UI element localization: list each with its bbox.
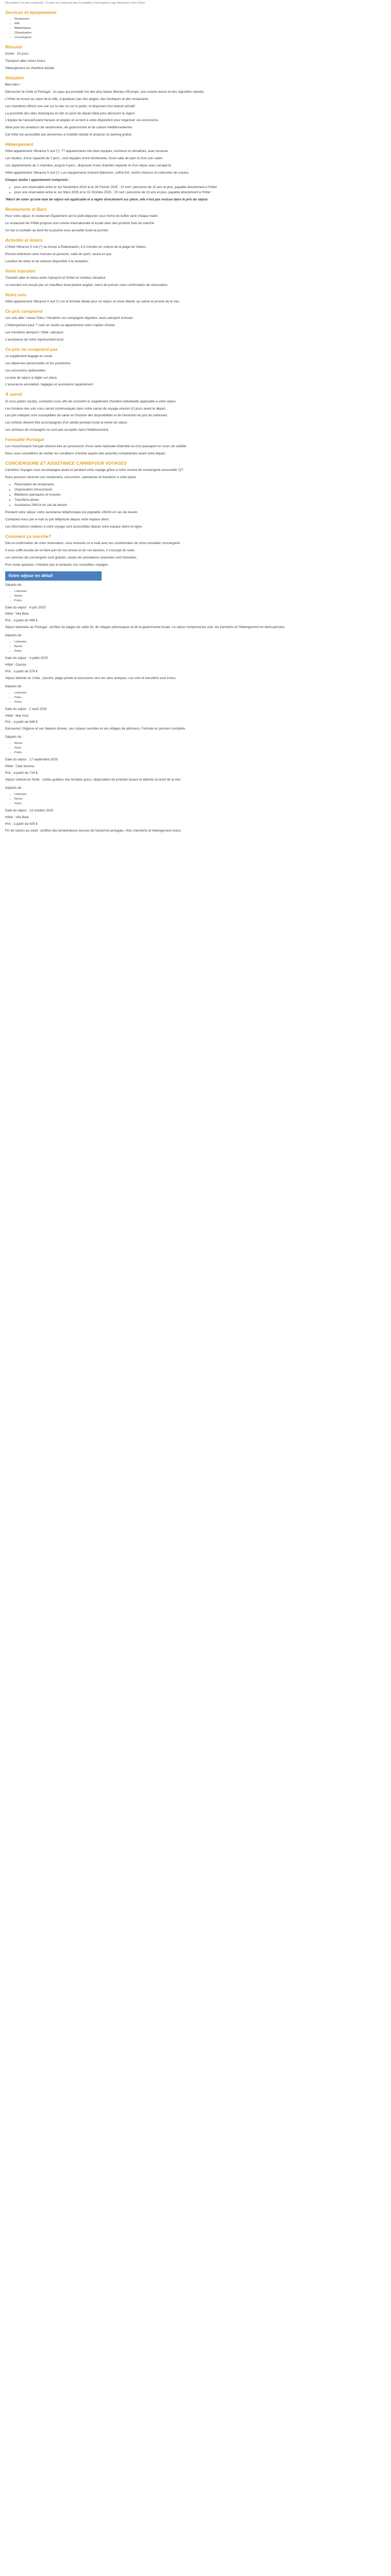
list-item: • Lisbonne [14, 640, 386, 645]
list-item: • Rome [14, 594, 386, 599]
situation-section [5, 75, 386, 138]
situation-kicker: Bien-être ! [5, 82, 21, 87]
services-section [5, 9, 386, 40]
paragraph: Dès la confirmation de votre réservation, vous recevrez un e-mail avec les coordonnées de votre conseiller conciergerie. [5, 541, 181, 545]
list-item: • Porto [14, 700, 386, 705]
trip-price: Prix : à partir de 719 € [5, 771, 38, 775]
list-item: • Bibliothèque [14, 26, 386, 31]
list-item: • Rome [14, 797, 386, 802]
list-item: • Lisbonne [14, 792, 386, 797]
trip-text: Séjour culturel en Sicile : visites guidées des temples grecs, dégustation de produits locaux et détente au bord de la mer. [5, 777, 182, 782]
resume-item: Durée : 15 jours [5, 52, 29, 56]
trip-date: Date du séjour : 17 septembre 2025 [5, 758, 58, 762]
paragraph: Nous vous conseillons de vérifier les conditions d'entrée auprès des autorités compétentes avant votre départ. [5, 452, 166, 456]
trip-departs-label: Départs de : [5, 583, 23, 587]
list-item: • Organisation d'excursions [14, 487, 386, 493]
paragraph: Cet hôtel est accessible aux personnes à mobilité réduite et propose un parking gratuit. [5, 133, 133, 137]
trips-section [5, 583, 386, 834]
paragraph: L'assurance annulation, bagages et assistance rapatriement [5, 383, 93, 387]
conciergerie-section [5, 460, 386, 529]
trip-hotel: Hôtel : Vila Bela [5, 815, 29, 819]
paragraph: Les services de conciergerie sont gratuits, seules les prestations réservées sont facturées. [5, 555, 138, 560]
paragraph: Les studios, d'une capacité de 2 pers., sont équipés d'une kitchenette, d'une salle de bain et d'un coin salon. [5, 157, 164, 161]
trip-card [5, 735, 386, 783]
hebergement-note: *Merci de noter qu'une taxe de séjour est applicable et à régler directement sur place, elle n'est pas incluse dans le prix du séjour. [5, 197, 209, 201]
paragraph: La proximité des sites historiques en fait un point de départ idéal pour découvrir la région. [5, 111, 136, 115]
paragraph: Piscine extérieure avec transats et parasols, salle de sport, sauna et spa. [5, 252, 112, 256]
trip-departs-list [5, 792, 386, 806]
trip-date: Date du séjour : 14 octobre 2025 [5, 808, 54, 812]
paragraph: Hôtel appartement Vibrance 5 nuit (*). Les équipements incluent télévision, coffre-fort, sèche-cheveux et ustensiles de cuisine. [5, 171, 189, 175]
paragraph: Les enfants doivent être accompagnés d'un adulte pendant toute la durée du séjour. [5, 421, 128, 425]
trip-price: Prix : à partir de 649 € [5, 720, 38, 724]
situation-heading: Situation [5, 75, 24, 80]
hebergement-heading: Hébergement [5, 142, 34, 147]
trip-text: Découvrez l'Algarve et ses falaises dorées, ses criques secrètes et ses villages de pêcheurs. Formule en pension complète. [5, 727, 186, 731]
paragraph: Les ressortissants français doivent être en possession d'une carte nationale d'identité ou d'un passeport en cours de validité. [5, 445, 187, 449]
list-item: • Paris [14, 746, 386, 751]
paragraph: Pendant votre séjour, notre assistance téléphonique est joignable 24h/24 en cas de besoin. [5, 510, 138, 514]
list-item: • Assistance 24h/24 en cas de besoin [14, 503, 386, 508]
paragraph: L'équipe de l'accueil parle français et anglais et se tient à votre disposition pour organiser vos excursions. [5, 118, 159, 123]
notre-avis-section [5, 292, 386, 304]
transfert-heading: Votre transfert [5, 268, 36, 274]
paragraph: Les informations relatives à votre voyage sont accessibles depuis votre espace client en ligne. [5, 524, 143, 529]
page-content [0, 0, 391, 841]
paragraph: L'assistance de notre représentant local [5, 337, 63, 342]
paragraph: Les horaires des vols vous seront communiqués dans votre carnet de voyage environ 10 jours avant le départ. [5, 406, 167, 411]
trip-price: Prix : à partir de 579 € [5, 669, 38, 673]
resume-item: Hébergement en chambre double [5, 66, 55, 70]
formalites-section [5, 436, 386, 456]
hebergement-list [5, 185, 386, 195]
trip-hotel: Hôtel : Mar Azul [5, 714, 29, 718]
paragraph: Contactez-nous par e-mail ou par téléphone depuis votre espace client. [5, 517, 110, 521]
paragraph: L'Hôtel Vibrance 5 nuit (*) se trouve à Palaiokastro, à 5 minutes en voiture de la plage de Vlakes. [5, 245, 146, 249]
paragraph: Transfert aller et retour entre l'aéroport et l'hôtel en minibus climatisé. [5, 276, 106, 280]
savoir-section [5, 391, 386, 433]
list-item: • Billetterie spectacles et musées [14, 493, 386, 498]
hebergement-section [5, 141, 386, 202]
list-item: • Porto [14, 649, 386, 654]
trip-date: Date du séjour : 2 août 2025 [5, 707, 47, 711]
trip-departs-label: Départs de : [5, 735, 23, 739]
trip-departs-label: Départs de : [5, 684, 23, 688]
paragraph: Nous pouvons réserver vos restaurants, excursions, spectacles et transferts à votre place. [5, 476, 137, 480]
resume-section [5, 44, 386, 71]
trip-date: Date du séjour : 4 juin 2025 [5, 605, 46, 609]
activites-heading: Activités et loisirs [5, 237, 43, 243]
hebergement-list-title: Chaque studio / appartement comprend : [5, 178, 70, 182]
trip-hotel: Hôtel : Vila Bela [5, 612, 29, 616]
paragraph: Hôtel appartement Vibrance 5 nuit (*) est la formule idéale pour un séjour en toute liberté, au calme et proche de la mer. [5, 299, 180, 303]
trip-card [5, 583, 386, 631]
services-list [5, 17, 386, 40]
services-heading: Services et équipements [5, 9, 57, 15]
prix-comprend-section [5, 308, 386, 343]
trip-departs-label: Départs de : [5, 634, 23, 638]
conciergerie-heading: CONCIERGERIE ET ASSISTANCE CARREFOUR VOYAGES [5, 461, 127, 466]
paragraph: Idéal pour les amateurs de randonnées, de gastronomie et de culture méditerranéenne. [5, 126, 133, 130]
paragraph: Il vous suffit ensuite de lui faire part de vos envies et de vos besoins, il s'occupe du reste. [5, 548, 136, 552]
trip-departs-list [5, 589, 386, 603]
paragraph: Si vous partez seul(e), contactez-nous afin de connaître le supplément chambre individuelle applicable à votre séjour. [5, 399, 177, 403]
paragraph: Un bar à cocktails au bord de la piscine vous accueille toute la journée. [5, 228, 109, 232]
resume-item: Transport aller-retour inclus [5, 59, 45, 63]
paragraph: L'hébergement pour 7 nuits en studio ou appartement selon l'option choisie [5, 323, 115, 327]
restaurants-section [5, 206, 386, 233]
list-item: • Transferts privés [14, 498, 386, 503]
paragraph: Les appartements de 1 chambre, jusqu'à 4 pers., disposent d'une chambre séparée et d'un séjour avec canapé-lit. [5, 164, 172, 168]
marche-heading: Comment ça marche? [5, 533, 51, 539]
trips-title-bar: Votre séjour en détail [5, 571, 102, 580]
paragraph: Les prix indiqués sont susceptibles de varier en fonction des disponibilités et de l'évolution du prix du carburant. [5, 414, 168, 418]
resume-heading: Résumé [5, 44, 23, 49]
list-item: • Rome [14, 741, 386, 746]
trip-departs-list [5, 640, 386, 654]
trip-price: Prix : à partir de 429 € [5, 822, 38, 826]
paragraph: Le transfert est assuré par un chauffeur local parlant anglais, merci de prévoir votre confirmation de réservation. [5, 283, 169, 287]
formalites-heading: Formalité Portugal [5, 437, 44, 443]
notre-avis-heading: Notre avis [5, 292, 27, 297]
paragraph: Location de vélos et de voitures disponible à la réception. [5, 259, 89, 263]
list-item: • Paris [14, 696, 386, 700]
trip-card [5, 786, 386, 834]
list-item: • Réservation de restaurants [14, 482, 386, 487]
list-item: • Wifi [14, 22, 386, 26]
list-item: • pour une réservation entre le 1er Novembre 2024 et le 28 Février 2025 : 10 nuit / personne de 10 ans et plus, payable directement à l'hôtel [14, 185, 386, 190]
prix-non-comprend-heading: Ce prix ne comprend pas [5, 346, 58, 352]
paragraph: Les chambres offrent une vue sur la mer ou sur le jardin, et disposent d'un balcon privatif. [5, 104, 136, 108]
list-item: • Climatisation [14, 31, 386, 36]
list-item: • Conciergerie [14, 36, 386, 40]
trip-hotel: Hôtel : Gavras [5, 663, 26, 667]
paragraph: Les animaux de compagnie ne sont pas acceptés dans l'établissement. [5, 428, 109, 432]
paragraph: Découvrez la Crète et Portugal : un pays qui possède l'un des plus beaux littoraux d'Europe, une cuisine douce et des vignobles réputés. [5, 90, 205, 94]
restaurants-heading: Restaurants et Bars [5, 206, 47, 212]
paragraph: L'Hôtel se trouve au cœur de la ville, à quelques pas des plages, des boutiques et des restaurants. [5, 97, 150, 101]
transfert-section [5, 268, 386, 288]
list-item: • Lisbonne [14, 589, 386, 594]
savoir-heading: À savoir [5, 392, 23, 397]
list-item: • Paris [14, 802, 386, 806]
paragraph: Les dépenses personnelles et les pourboires [5, 361, 71, 365]
trip-card [5, 684, 386, 732]
list-item: • Porto [14, 751, 386, 755]
marche-section [5, 533, 386, 568]
list-item: • pour une réservation entre le 1er Mars 2025 et le 31 Octobre 2025 : 20 nuit / personne de 10 ans et plus, payable directement à l'hôtel [14, 190, 386, 195]
trip-card [5, 633, 386, 681]
prix-non-comprend-section [5, 346, 386, 388]
paragraph: Hôtel appartement Vibrance 5 nuit (*). 77 appartements très bien équipés, lumineux et climatisés, avec terrasse. [5, 149, 169, 154]
paragraph: Les transferts aéroport / hôtel / aéroport [5, 330, 63, 334]
activites-section [5, 237, 386, 264]
list-item: • Lisbonne [14, 691, 386, 696]
trip-departs-label: Départs de : [5, 786, 23, 790]
list-item: • Porto [14, 599, 386, 603]
trip-text: Séjour balnéaire au Portugal : profitez de plages de sable fin, de villages pittoresques et de la gastronomie locale. Le séjour comprend les vols, les transferts et l'hébergement en demi-pension. [5, 625, 285, 630]
list-item: • Restaurant [14, 17, 386, 22]
prix-comprend-heading: Ce prix comprend [5, 308, 43, 314]
trip-date: Date du séjour : 4 juillet 2025 [5, 656, 48, 660]
trip-text: Séjour détente en Crète : piscine, plage privée et excursions vers les sites antiques. Les vols et transferts sont inclus. [5, 676, 176, 680]
trip-price: Prix : à partir de 499 € [5, 619, 38, 623]
paragraph: Les excursions optionnelles [5, 368, 46, 372]
paragraph: La taxe de séjour à régler sur place [5, 376, 57, 380]
trip-hotel: Hôtel : Cala Serena [5, 765, 34, 769]
paragraph: Les vols aller / retour Paris / Héraklion sur compagnie régulière, taxes aéroport incluses [5, 316, 133, 320]
paragraph: Carrefour Voyages vous accompagne avant et pendant votre voyage grâce à notre service de conciergerie accessible 7j/7. [5, 468, 185, 472]
conciergerie-list [5, 482, 386, 508]
paragraph: Pour toute question, n'hésitez pas à contacter nos conseillers voyages. [5, 563, 109, 567]
trip-text: Fin de saison au soleil : profitez des températures douces de l'automne portugais. Vols, transferts et hébergement inclus. [5, 828, 182, 833]
paragraph: Pour votre séjour, le restaurant Également sert le petit-déjeuner sous forme de buffet varié chaque matin. [5, 214, 159, 218]
trip-departs-list [5, 691, 386, 705]
paragraph: Le supplément bagage en soute [5, 354, 53, 358]
trip-departs-list [5, 741, 386, 755]
list-item: • Rome [14, 645, 386, 649]
breadcrumb: Description Ce prix comprend : Ce prix ne comprend pas Formalités Conciergerie Lugo Itinéraires Vers Client [5, 2, 145, 5]
paragraph: Le restaurant de l'Hôtel propose une cuisine internationale et locale avec des produits frais du marché. [5, 221, 155, 225]
